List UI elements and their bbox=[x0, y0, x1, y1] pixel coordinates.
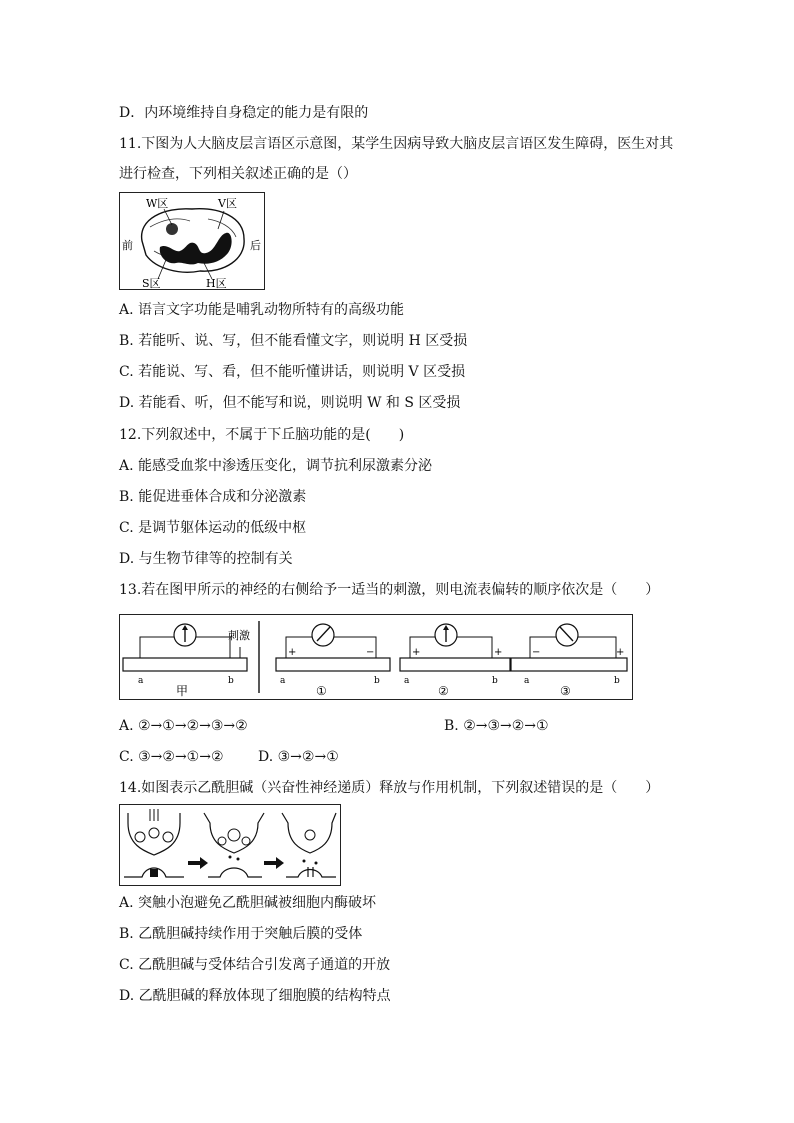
nerve-fiber bbox=[511, 658, 627, 671]
synaptic-vesicle bbox=[242, 837, 250, 845]
q13-option-c: C. ③→②→①→② bbox=[119, 749, 224, 765]
synapse-stage-2 bbox=[204, 813, 264, 877]
synaptic-vesicle bbox=[305, 830, 315, 840]
nerve-fiber bbox=[123, 658, 247, 671]
q14-option-d: D. 乙酰胆碱的释放体现了细胞膜的结构特点 bbox=[119, 988, 391, 1004]
point-b-label: b bbox=[374, 676, 380, 686]
receptor bbox=[150, 869, 158, 877]
postsynaptic-membrane bbox=[286, 870, 336, 878]
q14-option-b: B. 乙酰胆碱持续作用于突触后膜的受体 bbox=[119, 926, 363, 942]
acetylcholine-molecule bbox=[315, 862, 318, 865]
minus-sign: − bbox=[532, 647, 541, 658]
acetylcholine-molecule bbox=[237, 858, 240, 861]
q12-option-d: D. 与生物节律等的控制有关 bbox=[119, 551, 293, 567]
point-b-label: b bbox=[614, 676, 620, 686]
nerve-fiber bbox=[276, 658, 390, 671]
galvanometer-figure bbox=[119, 614, 633, 700]
wire-right bbox=[578, 637, 616, 658]
panel-label-3: ③ bbox=[560, 684, 571, 698]
back-label: 后 bbox=[250, 239, 261, 252]
q13-option-a: A. ②→①→②→③→② bbox=[119, 718, 248, 734]
minus-sign: − bbox=[366, 647, 375, 658]
q11-stem-line2: 进行检查，下列相关叙述正确的是（） bbox=[119, 166, 357, 182]
synapse-figure bbox=[119, 804, 341, 886]
q12-option-c: C. 是调节躯体运动的低级中枢 bbox=[119, 520, 307, 536]
q14-stem: 14.如图表示乙酰胆碱（兴奋性神经递质）释放与作用机制，下列叙述错误的是（ ） bbox=[119, 780, 660, 796]
panel-jia bbox=[123, 624, 250, 698]
point-a-label: a bbox=[280, 676, 286, 686]
h-area-label: H区 bbox=[206, 277, 227, 289]
synaptic-vesicle bbox=[163, 832, 173, 842]
point-a-label: a bbox=[404, 676, 410, 686]
q12-option-a: A. 能感受血浆中渗透压变化，调节抗利尿激素分泌 bbox=[119, 458, 433, 474]
q14-option-c: C. 乙酰胆碱与受体结合引发离子通道的开放 bbox=[119, 957, 391, 973]
plus-sign: + bbox=[616, 647, 625, 658]
point-b-label: b bbox=[492, 676, 498, 686]
panel-label-2: ② bbox=[438, 684, 449, 698]
acetylcholine-release-diagram bbox=[120, 805, 340, 885]
q13-stem: 13.若在图甲所示的神经的右侧给予一适当的刺激，则电流表偏转的顺序依次是（ ） bbox=[119, 582, 660, 598]
q11-option-c: C. 若能说、写、看，但不能听懂讲话，则说明 V 区受损 bbox=[119, 364, 466, 380]
synaptic-vesicle bbox=[218, 837, 226, 845]
synapse-stage-1 bbox=[124, 809, 184, 877]
brain-diagram bbox=[120, 193, 264, 289]
panel-label-1: ① bbox=[316, 684, 327, 698]
stimulus-label: 刺激 bbox=[228, 629, 250, 642]
panel-3 bbox=[511, 624, 627, 698]
q11-option-d: D. 若能看、听，但不能写和说，则说明 W 和 S 区受损 bbox=[119, 395, 461, 411]
synaptic-vesicle bbox=[135, 832, 145, 842]
front-label: 前 bbox=[122, 239, 133, 252]
q13-option-b: B. ②→③→②→① bbox=[444, 718, 549, 734]
arrow-right-icon bbox=[188, 857, 208, 869]
acetylcholine-molecule bbox=[303, 860, 306, 863]
plus-sign: + bbox=[288, 647, 297, 658]
q14-option-a: A. 突触小泡避免乙酰胆碱被细胞内酶破坏 bbox=[119, 895, 377, 911]
synaptic-vesicle bbox=[228, 829, 240, 841]
nerve-galvanometer-diagram bbox=[120, 615, 632, 699]
plus-sign: + bbox=[412, 647, 421, 658]
plus-sign: + bbox=[494, 647, 503, 658]
wire-right bbox=[196, 637, 230, 658]
q11-stem-line1: 11.下图为人大脑皮层言语区示意图，某学生因病导致大脑皮层言语区发生障碍，医生对其 bbox=[119, 136, 674, 152]
wire-left bbox=[140, 637, 174, 658]
synaptic-vesicle bbox=[149, 828, 159, 838]
synapse-stage-3 bbox=[282, 813, 336, 877]
q10-option-d: D．内环境维持自身稳定的能力是有限的 bbox=[119, 105, 369, 121]
postsynaptic-membrane bbox=[208, 868, 262, 877]
panel-1 bbox=[276, 624, 390, 698]
point-a-label: a bbox=[138, 676, 144, 686]
w-area-label: W区 bbox=[146, 197, 169, 210]
point-a-label: a bbox=[524, 676, 530, 686]
brain-language-area-figure bbox=[119, 192, 265, 290]
wire-right bbox=[457, 637, 492, 658]
nerve-fiber bbox=[400, 658, 510, 671]
acetylcholine-molecule bbox=[229, 856, 232, 859]
q11-option-b: B. 若能听、说、写，但不能看懂文字，则说明 H 区受损 bbox=[119, 333, 468, 349]
s-area-label: S区 bbox=[142, 277, 161, 289]
q11-option-a: A. 语言文字功能是哺乳动物所特有的高级功能 bbox=[119, 302, 405, 318]
panel-2 bbox=[400, 624, 510, 698]
panel-label-jia: 甲 bbox=[176, 684, 189, 698]
arrow-right-icon bbox=[264, 857, 284, 869]
q13-option-d: D. ③→②→① bbox=[258, 749, 339, 765]
q12-option-b: B. 能促进垂体合成和分泌激素 bbox=[119, 489, 307, 505]
point-b-label: b bbox=[228, 676, 234, 686]
q12-stem: 12.下列叙述中，不属于下丘脑功能的是( ) bbox=[119, 427, 405, 443]
v-area-label: V区 bbox=[218, 197, 237, 210]
